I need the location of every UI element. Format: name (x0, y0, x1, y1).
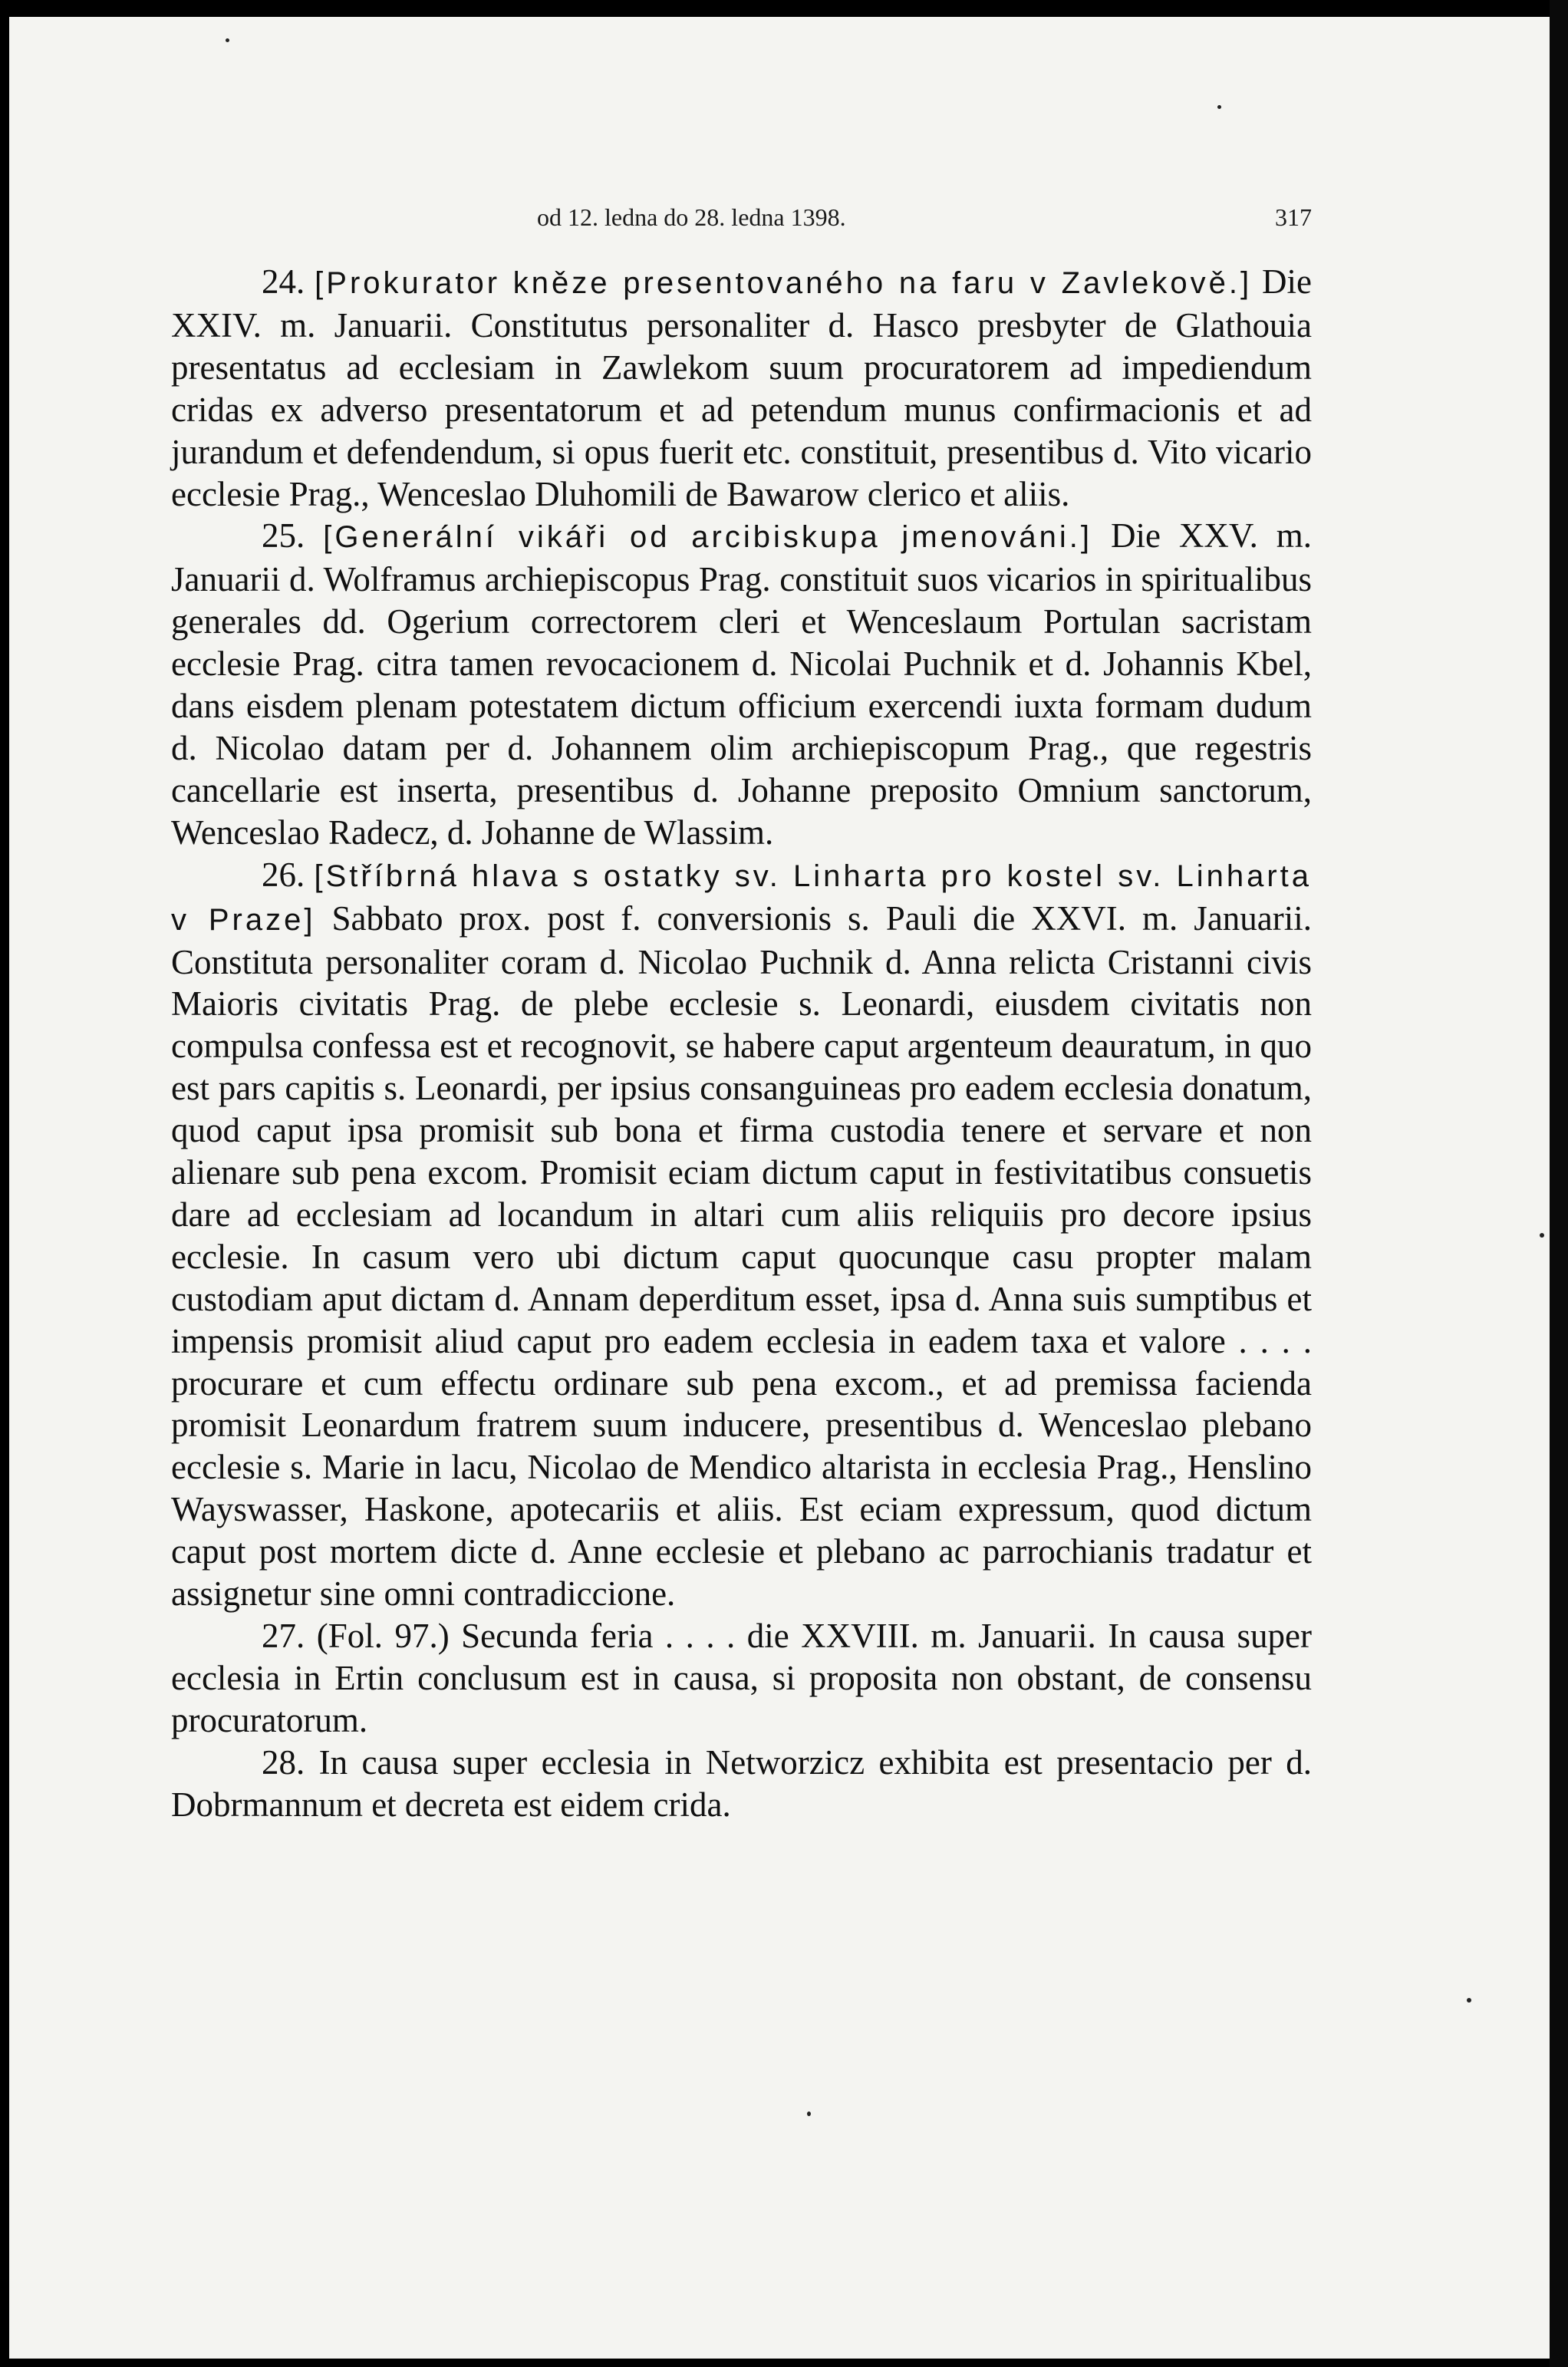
entry-number: 26. (262, 855, 305, 894)
entry-24 (171, 261, 1312, 515)
entry-body: (Fol. 97.) Secunda feria . . . . die XXVIII. m. Januarii. In causa super ecclesia in Ertin conclusum est in causa, si proposita non obstant, de consensu procuratorum. (171, 1617, 1312, 1739)
entry-25 (171, 515, 1312, 853)
entry-heading: [Stříbrná hlava s ostatky sv. Linharta pro kostel sv. Linharta v Praze] (171, 859, 1313, 937)
main-text (171, 261, 1312, 1826)
scan-border (1550, 0, 1568, 2367)
entry-28 (171, 1742, 1312, 1826)
running-header (537, 203, 1312, 234)
entry-body: Die XXIV. m. Januarii. Constitutus personaliter d. Hasco presbyter de Glathouia presentatus ad ecclesiam in Zawlekom suum procuratorem ad impediendum cridas ex adverso presentatorum et ad petendum munus confirmacionis et ad jurandum et defendendum, si opus fuerit etc. constituit, presentibus d. Vito vicario ecclesie Prag., Wenceslao Dluhomili de Bawarow clerico et aliis. (171, 262, 1313, 513)
scan-speck (1467, 1998, 1471, 2003)
entry-26 (171, 854, 1312, 1615)
scan-speck (1540, 1233, 1544, 1238)
entry-body: Die XXV. m. Januarii d. Wolframus archiepiscopus Prag. constituit suos vicarios in spiritualibus generales dd. Ogerium correctorem cleri et Wenceslaum Portulan sacristam ecclesie Prag. citra tamen revocacionem d. Nicolai Puchnik et d. Johannis Kbel, dans eisdem plenam potestatem dictum officium exercendi iuxta formam dudum d. Nicolao datam per d. Johannem olim archiepiscopum Prag., que regestris cancellarie est inserta, presentibus d. Johanne preposito Omnium sanctorum, Wenceslao Radecz, d. Johanne de Wlassim. (171, 516, 1313, 852)
entry-heading: [Generální vikáři od arcibiskupa jmenováni.] (323, 520, 1092, 555)
entry-number: 24. (262, 262, 305, 301)
entry-number: 28. (262, 1742, 305, 1782)
entry-heading: [Prokurator kněze presentovaného na faru v Zavlekově.] (315, 266, 1253, 300)
entry-body: In causa super ecclesia in Networzicz exhibita est presentacio per d. Dobrmannum et decreta est eidem crida. (171, 1742, 1312, 1824)
scan-speck (226, 38, 229, 42)
header-title: od 12. ledna do 28. ledna 1398. (537, 203, 846, 231)
entry-number: 27. (262, 1617, 305, 1655)
scan-speck (807, 2112, 811, 2116)
entry-27 (171, 1615, 1312, 1742)
entry-number: 25. (262, 516, 305, 555)
page-number: 317 (1275, 203, 1312, 231)
scan-speck (1217, 105, 1221, 109)
entry-body: Sabbato prox. post f. conversionis s. Pauli die XXVI. m. Januarii. Constituta personaliter coram d. Nicolao Puchnik d. Anna relicta Cristanni civis Maioris civitatis Prag. de plebe ecclesie s. Leonardi, eiusdem civitatis non compulsa confessa est et recognovit, se habere caput argenteum deauratum, in quo est pars capitis s. Leonardi, per ipsius consanguineas pro eadem ecclesia donatum, quod caput ipsa promisit sub bona et firma custodia tenere et servare et non alienare sub pena excom. Promisit eciam dictum caput in festivitatibus consuetis dare ad ecclesiam ad locandum in altari cum aliis reliquiis pro decore ipsius ecclesie. In casum vero ubi dictum caput quocunque casu propter malam custodiam aput dictam d. Annam deperditum esset, ipsa d. Anna suis sumptibus et impensis promisit aliud caput pro eadem ecclesia in eadem taxa et valore . . . . procurare et cum effectu ordinare sub pena excom., et ad premissa facienda promisit Leonardum fratrem suum inducere, presentibus d. Wenceslao plebano ecclesie s. Marie in lacu, Nicolao de Mendico altarista in ecclesia Prag., Henslino Wayswasser, Haskone, apotecariis et aliis. Est eciam expressum, quod dictum caput post mortem dicte d. Anne ecclesie et plebano ac parrochianis tradatur et assignetur sine omni contradiccione. (171, 898, 1312, 1614)
